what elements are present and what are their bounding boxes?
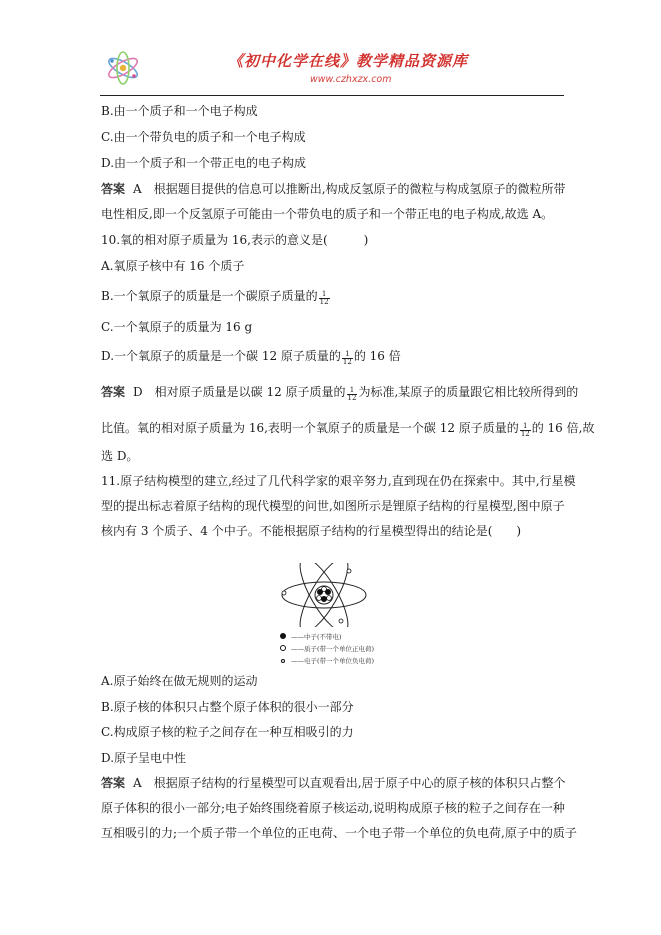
- atom-logo-icon: [104, 48, 142, 88]
- q10-option-a: A.氧原子核中有 16 个质子: [101, 259, 245, 273]
- q11-option-a: A.原子始终在做无规则的运动: [101, 674, 258, 688]
- answer-key: D: [133, 385, 143, 399]
- legend-electron: —— 电子(带一个单位负电荷): [278, 655, 374, 667]
- q10-stem: 10.氧的相对原子质量为 16,表示的意义是( ): [101, 233, 369, 247]
- legend-proton: —— 质子(带一个单位正电荷): [278, 643, 374, 655]
- header-url[interactable]: www.czhxzx.com: [310, 74, 392, 85]
- q9-option-c: C.由一个带负电的质子和一个电子构成: [101, 130, 306, 144]
- q11-option-c: C.构成原子核的粒子之间存在一种互相吸引的力: [101, 725, 354, 739]
- atom-legend: [278, 631, 374, 667]
- q9-option-d: D.由一个质子和一个带正电的电子构成: [101, 156, 307, 170]
- fraction-one-twelfth: $\frac{1}{12}$: [520, 422, 530, 438]
- q10-explanation-line: 比值。氧的相对原子质量为 16,表明一个氧原子的质量是一个碳 12 原子质量的 $\frac{1}{12}$ 的 16 倍,故: [101, 421, 595, 438]
- answer-key: A: [133, 182, 142, 196]
- header-title: 《初中化学在线》教学精品资源库: [228, 52, 469, 70]
- proton-icon: [280, 645, 286, 651]
- lithium-atom-diagram: [278, 563, 370, 627]
- answer-label: 答案: [101, 182, 126, 196]
- electron-icon: [281, 659, 285, 663]
- q10-explanation-line: 选 D。: [101, 449, 139, 463]
- q10-answer-line: 答案 D 相对原子质量是以碳 12 原子质量的 $\frac{1}{12}$ 为标准,某原子的质量跟它相比较所得到的: [101, 385, 579, 402]
- answer-label: 答案: [101, 776, 126, 790]
- q10-option-d: D.一个氧原子的质量是一个碳 12 原子质量的 $\frac{1}{12}$ 的 16 倍: [101, 349, 401, 366]
- q11-option-d: D.原子呈电中性: [101, 751, 187, 765]
- answer-explanation: 根据题目提供的信息可以推断出,构成反氢原子的微粒与构成氢原子的微粒所带: [153, 182, 566, 196]
- fraction-one-twelfth: $\frac{1}{12}$: [342, 350, 352, 366]
- header-banner: [100, 44, 564, 96]
- q9-option-b: B.由一个质子和一个电子构成: [101, 104, 258, 118]
- q11-option-b: B.原子核的体积只占整个原子体积的很小一部分: [101, 700, 354, 714]
- answer-label: 答案: [101, 385, 126, 399]
- q11-explanation-line: 互相吸引的力;一个质子带一个单位的正电荷、一个电子带一个单位的负电荷,原子中的质子: [101, 826, 577, 840]
- q11-explanation-line: 原子体积的很小一部分;电子始终围绕着原子核运动,说明构成原子核的粒子之间存在一种: [101, 801, 565, 815]
- header-divider: [100, 95, 564, 96]
- q10-option-c: C.一个氧原子的质量为 16 g: [101, 320, 253, 334]
- q9-explanation-line: 电性相反,即一个反氢原子可能由一个带负电的质子和一个带正电的电子构成,故选 A。: [101, 207, 554, 221]
- neutron-icon: [280, 633, 286, 639]
- fraction-one-twelfth: $\frac{1}{12}$: [319, 290, 329, 306]
- q10-option-b: B.一个氧原子的质量是一个碳原子质量的 $\frac{1}{12}$: [101, 289, 329, 306]
- fraction-one-twelfth: $\frac{1}{12}$: [347, 386, 357, 402]
- answer-key: A: [133, 776, 142, 790]
- q11-stem-line: 核内有 3 个质子、4 个中子。不能根据原子结构的行星模型得出的结论是( ): [101, 524, 522, 538]
- q9-answer-line: [101, 181, 566, 197]
- q11-stem-line: 11.原子结构模型的建立,经过了几代科学家的艰辛努力,直到现在仍在探索中。其中,行星模: [101, 474, 576, 488]
- q11-answer-line: 答案 A 根据原子结构的行星模型可以直观看出,居于原子中心的原子核的体积只占整个: [101, 776, 566, 790]
- q11-stem-line: 型的提出标志着原子结构的现代模型的问世,如图所示是锂原子结构的行星模型,图中原子: [101, 499, 565, 513]
- legend-neutron: —— 中子(不带电): [278, 631, 374, 643]
